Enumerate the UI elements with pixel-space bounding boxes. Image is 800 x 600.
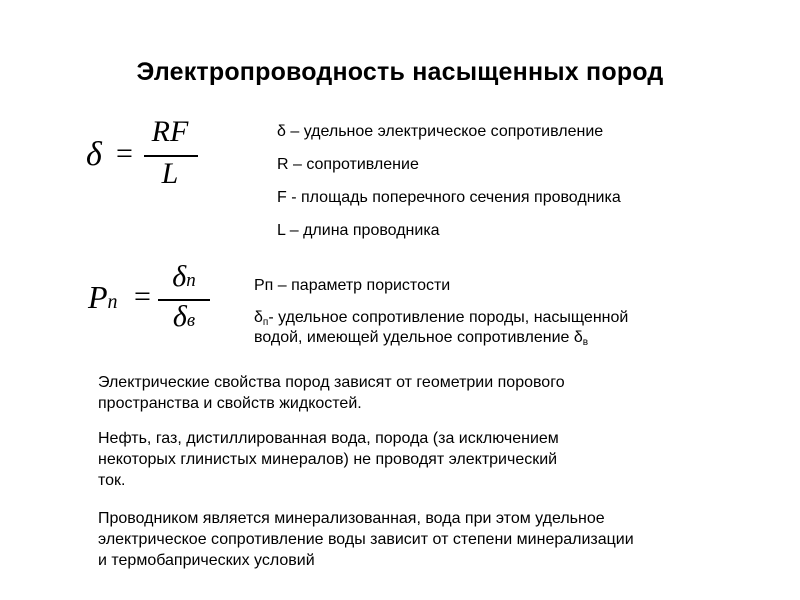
formula2-lhs (88, 279, 118, 316)
page-title: Электропроводность насыщенных пород (136, 58, 664, 86)
formula2-den-main: δ (172, 300, 187, 333)
porosity-parameter-formula (88, 262, 208, 352)
formula2-denominator (156, 300, 212, 334)
formula-equals: = (116, 137, 133, 170)
formula-numerator: RF (151, 115, 189, 148)
definitions-block-2 (254, 276, 628, 348)
definition-l: L – длина проводника (277, 222, 440, 239)
resistivity-formula (80, 112, 200, 202)
formula2-lhs-main: P (88, 279, 108, 315)
delta-p-symbol: δ (254, 309, 263, 326)
definitions-block-1 (277, 122, 621, 241)
paragraph-conductors: Проводником является минерализованная, вода при этом удельное электрическое сопротивление воды зависит от степени минерализации и термобапрических условий (98, 510, 634, 569)
formula2-equals: = (134, 280, 151, 313)
definition-pp: Рп – параметр пористости (254, 277, 451, 294)
formula-denominator: L (161, 157, 179, 190)
definition-f: F - площадь поперечного сечения проводника (277, 189, 621, 206)
delta-p-cont-text: водой, имеющей удельное сопротивление δ (254, 329, 583, 346)
definition-delta-p (254, 308, 628, 328)
definition-delta: δ – удельное электрическое сопротивление (277, 123, 604, 140)
formula2-num-main: δ (172, 260, 187, 293)
definition-r: R – сопротивление (277, 156, 419, 173)
delta-v-subscript: в (582, 337, 589, 348)
paragraph-electrical-properties: Электрические свойства пород зависят от геометрии порового пространства и свойств жидкостей. (98, 374, 565, 412)
formula2-num-sub: n (186, 270, 196, 291)
delta-p-text: - удельное сопротивление породы, насыщенной (268, 309, 629, 326)
formula-lhs-delta: δ (86, 136, 102, 173)
formula2-lhs-sub: n (107, 291, 118, 313)
definition-delta-p-cont (254, 328, 628, 348)
paragraph-non-conductors: Нефть, газ, дистиллированная вода, порода (за исключением некоторых глинистых минералов) не проводят электрический ток. (98, 430, 559, 489)
formula2-den-sub: в (186, 310, 196, 331)
delta-p-subscript: п (262, 317, 269, 328)
formula2-numerator (156, 260, 212, 294)
